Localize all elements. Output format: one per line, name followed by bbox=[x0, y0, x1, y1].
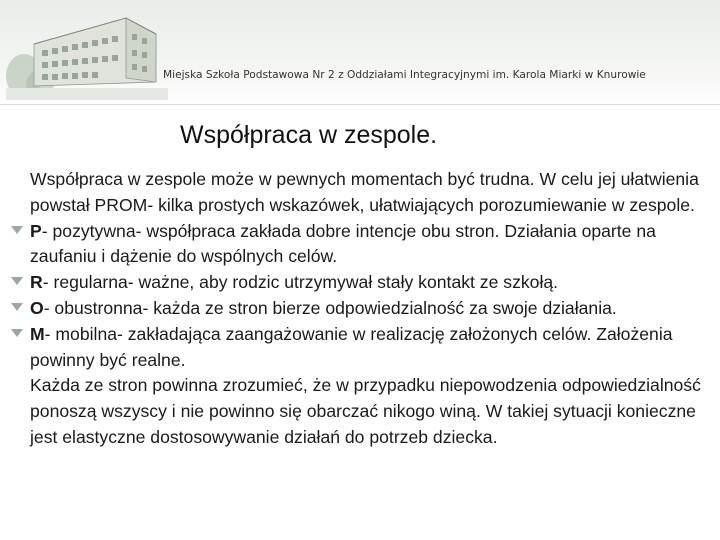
header-divider bbox=[0, 104, 720, 105]
slide-title: Współpraca w zespole. bbox=[180, 121, 438, 149]
slide-content bbox=[30, 167, 714, 451]
list-item bbox=[30, 270, 714, 296]
list-item bbox=[30, 296, 714, 322]
school-building-logo bbox=[6, 4, 168, 100]
list-item-text: - mobilna- zakładająca zaangażowanie w realizację założonych celów. Założenia powinny być realne. bbox=[30, 323, 673, 370]
list-item bbox=[30, 219, 714, 271]
list-item-text: - regularna- ważne, aby rodzic utrzymywał stały kontakt ze szkołą. bbox=[42, 272, 559, 293]
list-item-text: - pozytywna- współpraca zakłada dobre intencje obu stron. Działania oparte na zaufaniu i dążenie do wspólnych celów. bbox=[30, 220, 656, 267]
list-item bbox=[30, 322, 714, 374]
list-item-letter: M bbox=[30, 323, 45, 344]
school-name: Miejska Szkoła Podstawowa Nr 2 z Oddziałami Integracyjnymi im. Karola Miarki w Knurowie bbox=[163, 69, 646, 81]
list-item-letter: R bbox=[30, 272, 43, 293]
list-item-text: - obustronna- każda ze stron bierze odpowiedzialność za swoje działania. bbox=[43, 297, 617, 318]
closing-paragraph: Każda ze stron powinna zrozumieć, że w przypadku niepowodzenia odpowiedzialność ponoszą wszyscy i nie powinno się obarczać nikogo winą. W takiej sytuacji konieczne jest elastyczne dostosowywanie działań do potrzeb dziecka. bbox=[30, 375, 701, 447]
intro-paragraph: Współpraca w zespole może w pewnych momentach być trudna. W celu jej ułatwienia powstał PROM- kilka prostych wskazówek, ułatwiających porozumiewanie w zespole. bbox=[30, 169, 699, 215]
list-item-letter: O bbox=[30, 297, 44, 318]
list-item-letter: P bbox=[30, 220, 42, 241]
